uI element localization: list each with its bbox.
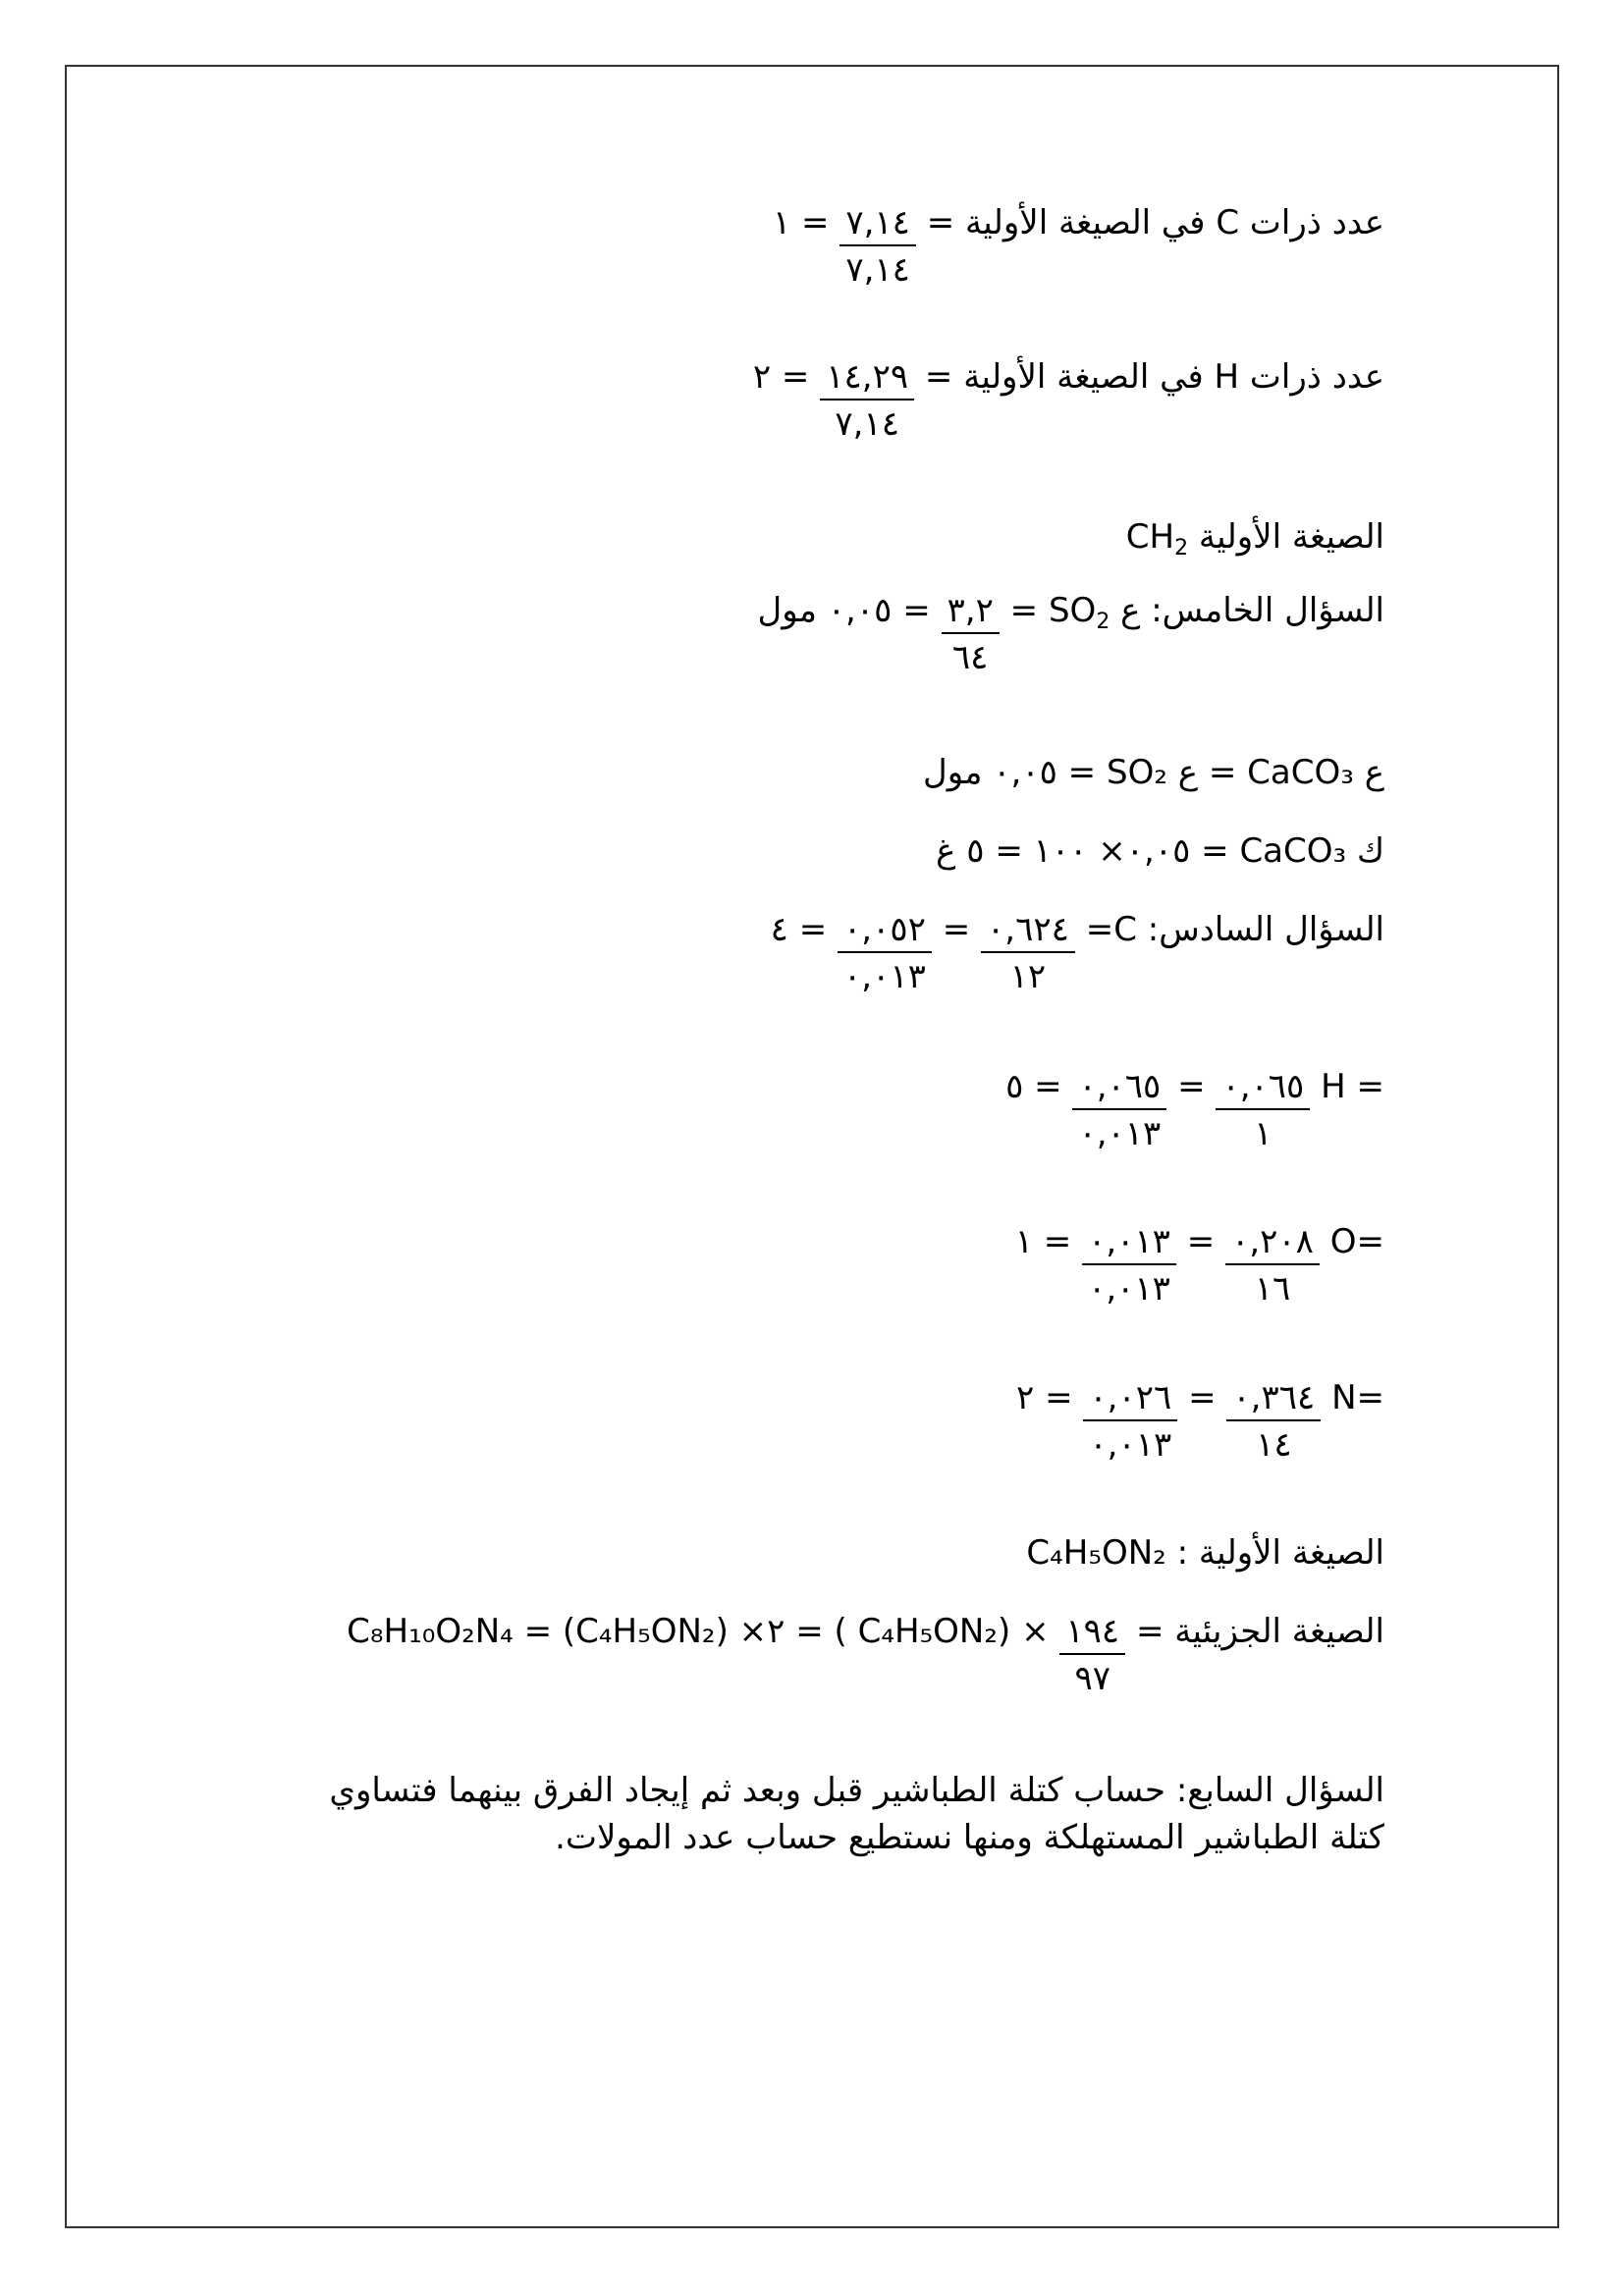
molecular-denominator: ٩٧ [1074, 1659, 1111, 1698]
o-ratio-equals: = [1186, 1222, 1216, 1261]
empirical-formula-label: الصيغة الأولية [1198, 517, 1384, 557]
q6-frac2-denominator: ٠,٠١٣ [843, 957, 926, 996]
c-atoms-result: = ١ [772, 203, 830, 242]
o-ratio-label: O= [1329, 1222, 1384, 1261]
n-ratio-line [1016, 1376, 1384, 1467]
n-ratio-result: = ٢ [1016, 1378, 1073, 1417]
h-ratio-fraction-1 [1216, 1065, 1310, 1155]
empirical-formula-2-value: C₄H₅ON₂ [1026, 1533, 1166, 1573]
q6-frac1-denominator: ١٢ [1009, 957, 1047, 996]
h-atoms-label: عدد ذرات H في الصيغة الأولية = [924, 357, 1384, 397]
o-frac2-denominator: ٠,٠١٣ [1088, 1269, 1170, 1308]
q6-fraction-2 [838, 908, 932, 998]
c-atoms-fraction [839, 201, 916, 292]
h-atoms-fraction [820, 355, 914, 446]
h-atoms-result: = ٢ [752, 357, 810, 397]
h-ratio-fraction-2 [1072, 1065, 1166, 1155]
question-6-line [771, 908, 1384, 998]
q5-fraction [942, 589, 1000, 679]
h-ratio-equals: = [1177, 1067, 1206, 1106]
molecular-fraction [1059, 1610, 1125, 1700]
question-7-paragraph: السؤال السابع: حساب كتلة الطباشير قبل وبعد ثم إيجاد الفرق بينهما فتساوي كتلة الطباشير المستهلكة ومنها نستطيع حساب عدد المولات. [329, 1771, 1384, 1857]
o-frac1-numerator: ٠,٢٠٨ [1225, 1220, 1320, 1265]
q5-result: = ٠,٠٥ مول [757, 591, 931, 630]
h-ratio-label: H = [1321, 1067, 1384, 1106]
o-ratio-fraction-2 [1082, 1220, 1176, 1310]
h-atoms-numerator: ١٤,٢٩ [820, 355, 914, 400]
molecular-numerator: ١٩٤ [1059, 1610, 1125, 1655]
n-frac1-numerator: ٠,٣٦٤ [1226, 1376, 1321, 1421]
q6-equals: = [942, 910, 971, 949]
q6-label: السؤال السادس: C= [1085, 910, 1384, 949]
molecular-formula-line [347, 1610, 1384, 1700]
molecular-formula-label: الصيغة الجزيئية = [1135, 1612, 1384, 1651]
n-ratio-fraction-1 [1226, 1376, 1321, 1467]
h-frac2-numerator: ٠,٠٦٥ [1072, 1065, 1166, 1110]
n-frac2-numerator: ٠,٠٢٦ [1083, 1376, 1177, 1421]
h-frac1-numerator: ٠,٠٦٥ [1216, 1065, 1310, 1110]
n-ratio-equals: = [1188, 1378, 1217, 1417]
c-atoms-label: عدد ذرات C في الصيغة الأولية = [926, 203, 1384, 242]
o-ratio-line [1015, 1220, 1384, 1310]
q5-numerator: ٣,٢ [942, 589, 1000, 634]
formula-base: CH [1125, 517, 1175, 557]
question-5-line [758, 589, 1385, 679]
c-atoms-denominator: ٧,١٤ [845, 250, 910, 290]
h-atoms-denominator: ٧,١٤ [835, 404, 899, 444]
n-frac1-denominator: ١٤ [1256, 1425, 1292, 1465]
molecular-formula-rest: × (C₄H₅ON₂ ) = ٢× (C₄H₅ON₂) = C₈H₁₀O₂N₄ [347, 1612, 1050, 1651]
n-ratio-label: N= [1331, 1378, 1384, 1417]
h-atoms-line [753, 355, 1384, 446]
empirical-formula-value [1126, 515, 1188, 570]
caco3-mass-line: ك CaCO₃ = ٠,٠٥× ١٠٠ = ٥ غ [936, 831, 1384, 871]
empirical-formula-2-line [1026, 1531, 1384, 1575]
h-frac1-denominator: ١ [1254, 1114, 1272, 1153]
o-frac2-numerator: ٠,٠١٣ [1082, 1220, 1176, 1265]
q5-subscript: 2 [1096, 610, 1110, 634]
q5-label: السؤال الخامس: ع SO [1048, 591, 1384, 630]
empirical-formula-line [1126, 515, 1384, 570]
formula-subscript: 2 [1174, 536, 1189, 561]
empirical-formula-2-label: الصيغة الأولية : [1176, 1533, 1384, 1573]
caco3-moles-line: ع CaCO₃ = ع SO₂ = ٠,٠٥ مول [922, 753, 1384, 792]
c-atoms-line [773, 201, 1384, 292]
q5-equals: = [1009, 591, 1039, 630]
o-ratio-result: = ١ [1014, 1222, 1072, 1261]
q6-result: = ٤ [770, 910, 828, 949]
n-frac2-denominator: ٠,٠١٣ [1089, 1425, 1172, 1465]
q6-frac2-numerator: ٠,٠٥٢ [838, 908, 932, 953]
c-atoms-numerator: ٧,١٤ [839, 201, 916, 246]
o-ratio-fraction-1 [1225, 1220, 1320, 1310]
q6-frac1-numerator: ٠,٦٢٤ [981, 908, 1075, 953]
n-ratio-fraction-2 [1083, 1376, 1177, 1467]
h-ratio-line [1005, 1065, 1384, 1155]
h-ratio-result: = ٥ [1005, 1067, 1062, 1106]
q6-fraction-1 [981, 908, 1075, 998]
o-frac1-denominator: ١٦ [1254, 1269, 1291, 1308]
h-frac2-denominator: ٠,٠١٣ [1078, 1114, 1162, 1153]
q5-denominator: ٦٤ [951, 638, 989, 677]
